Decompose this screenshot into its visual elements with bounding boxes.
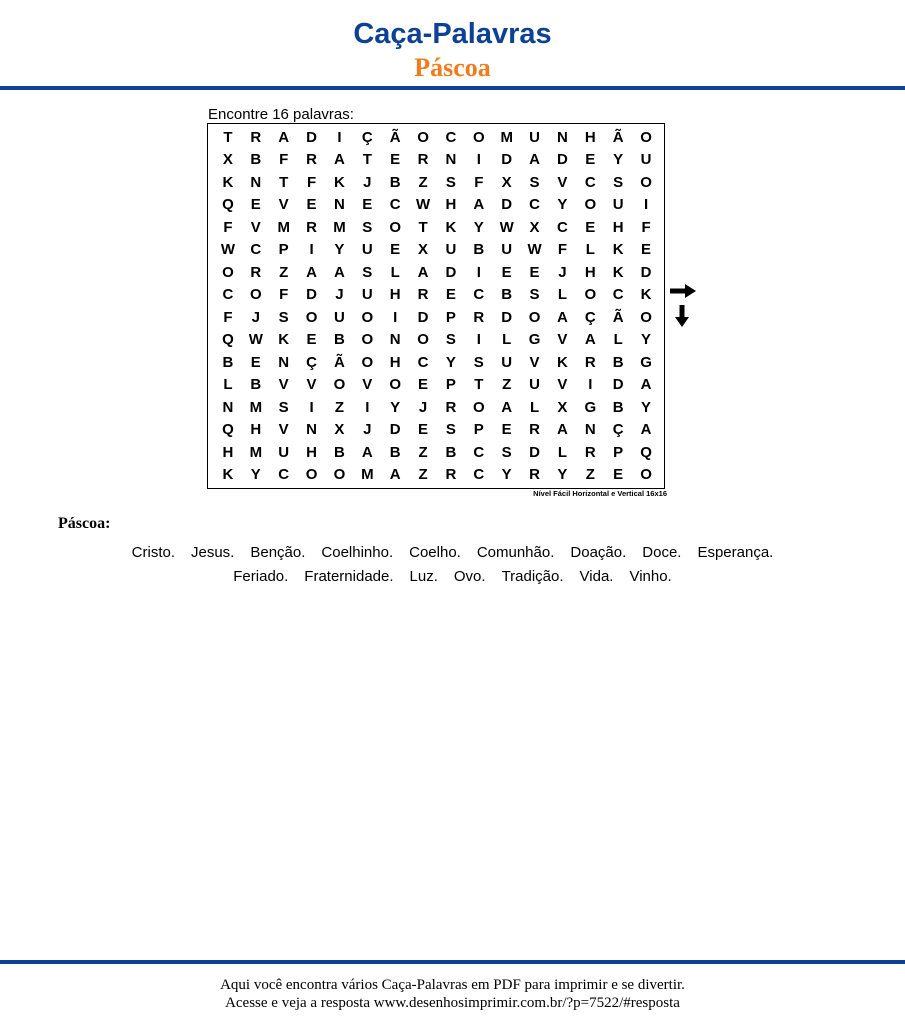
grid-cell: E <box>418 376 429 394</box>
grid-cell: Y <box>501 466 512 484</box>
grid-cell: O <box>361 331 374 349</box>
grid-cell: E <box>529 263 540 281</box>
grid-cell: R <box>529 421 540 439</box>
grid-cell: V <box>362 376 373 394</box>
grid-cell: R <box>417 151 429 169</box>
grid-cell: H <box>389 353 401 371</box>
grid-cell: R <box>445 466 457 484</box>
grid-cell: P <box>473 421 484 439</box>
grid-cell: I <box>309 398 314 416</box>
grid-cell: O <box>305 466 318 484</box>
grid-cell: R <box>250 263 262 281</box>
grid-cell: G <box>584 398 597 416</box>
grid-cell: Ç <box>306 353 317 371</box>
grid-cell: I <box>588 376 593 394</box>
grid-cell: U <box>278 443 290 461</box>
grid-cell: Q <box>640 443 652 461</box>
grid-cell: B <box>445 443 457 461</box>
grid-cell: C <box>473 466 485 484</box>
grid-cell: G <box>528 331 541 349</box>
grid-cell: D <box>445 263 457 281</box>
grid-cell: I <box>643 196 649 214</box>
grid-cell: B <box>473 241 485 259</box>
grid-cell: I <box>476 151 481 169</box>
grid-cell: C <box>557 218 568 236</box>
grid-cell: H <box>584 263 596 281</box>
grid-cell: U <box>529 128 540 146</box>
grid-cell: L <box>223 376 233 394</box>
word-list-item: Comunhão. <box>476 544 555 561</box>
grid-cell: D <box>306 286 317 304</box>
footer-text: Aqui você encontra vários Caça-Palavras em PDF para imprimir e se divertir. <box>220 977 685 993</box>
word-list-item: Cristo. <box>131 544 175 561</box>
grid-cell: V <box>557 376 568 394</box>
grid-cell: H <box>445 196 457 214</box>
grid-cell: K <box>278 331 290 349</box>
grid-cell: A <box>557 308 568 326</box>
grid-cell: H <box>222 443 234 461</box>
header-divider <box>0 86 905 90</box>
grid-cell: Q <box>222 196 234 214</box>
grid-cell: A <box>278 128 290 146</box>
word-list-item: Coelho. <box>409 544 461 561</box>
grid-cell: Ç <box>361 128 373 146</box>
grid-cell: V <box>250 218 261 236</box>
grid-cell: S <box>445 173 456 191</box>
grid-cell: H <box>584 128 596 146</box>
footer-link-text: Acesse e veja a resposta www.desenhosimprimir.com.br/?p=7522/#resposta <box>225 995 680 1011</box>
grid-cell: D <box>389 421 401 439</box>
grid-cell: Y <box>641 398 652 416</box>
grid-cell: Q <box>222 331 234 349</box>
grid-cell: T <box>474 376 484 394</box>
grid-cell: E <box>306 331 317 349</box>
word-list-item: Vida. <box>579 568 614 585</box>
grid-cell: K <box>222 466 234 484</box>
grid-cell: E <box>418 421 429 439</box>
grid-cell: N <box>445 151 457 169</box>
grid-cell: B <box>612 398 624 416</box>
grid-cell: S <box>445 331 456 349</box>
grid-cell: H <box>389 286 401 304</box>
grid-cell: O <box>249 286 262 304</box>
grid-cell: Ã <box>389 128 401 146</box>
grid-cell: N <box>334 196 345 214</box>
grid-cell: P <box>613 443 624 461</box>
grid-cell: S <box>501 443 512 461</box>
word-list-heading: Páscoa: <box>58 515 111 532</box>
grid-cell: R <box>250 128 262 146</box>
grid-cell: L <box>585 241 595 259</box>
grid-cell: G <box>640 353 652 371</box>
grid-cell: H <box>612 218 624 236</box>
grid-cell: V <box>278 196 289 214</box>
word-list-item: Doce. <box>642 544 682 561</box>
grid-cell: O <box>528 308 541 326</box>
grid-cell: V <box>557 173 568 191</box>
grid-cell: S <box>529 286 540 304</box>
word-list <box>20 541 885 589</box>
grid-cell: E <box>501 263 512 281</box>
grid-cell: B <box>389 443 401 461</box>
grid-cell: X <box>557 398 568 416</box>
grid-cell: W <box>220 241 236 259</box>
grid-cell: A <box>640 421 652 439</box>
grid-cell: R <box>306 218 317 236</box>
grid-cell: Ç <box>584 308 596 326</box>
grid-cell: I <box>309 241 314 259</box>
grid-cell: Y <box>473 218 484 236</box>
grid-cell: O <box>333 466 346 484</box>
grid-cell: C <box>584 173 596 191</box>
grid-cell: D <box>417 308 429 326</box>
grid-cell: I <box>476 263 481 281</box>
grid-cell: H <box>306 443 317 461</box>
grid-cell: Z <box>418 173 428 191</box>
grid-cell: O <box>584 196 597 214</box>
grid-cell: K <box>222 173 234 191</box>
puzzle-level-label: Nível Fácil Horizontal e Vertical 16x16 <box>533 489 667 498</box>
grid-cell: A <box>529 151 540 169</box>
grid-cell: W <box>415 196 431 214</box>
grid-cell: V <box>306 376 317 394</box>
grid-cell: P <box>445 376 456 394</box>
grid-cell: E <box>585 218 596 236</box>
grid-cell: Z <box>585 466 595 484</box>
grid-cell: X <box>334 421 345 439</box>
grid-cell: W <box>527 241 542 259</box>
grid-cell: H <box>250 421 262 439</box>
grid-cell: Ã <box>334 353 345 371</box>
grid-cell: R <box>584 443 596 461</box>
grid-cell: L <box>529 398 540 416</box>
grid-cell: A <box>361 443 373 461</box>
grid-cell: M <box>249 443 263 461</box>
grid-cell: X <box>418 241 429 259</box>
grid-cell: D <box>640 263 652 281</box>
grid-cell: Y <box>390 398 401 416</box>
grid-cell: S <box>445 421 456 439</box>
grid-cell: U <box>501 241 513 259</box>
word-list-item: Tradição. <box>501 568 564 585</box>
grid-cell: O <box>389 376 402 394</box>
grid-cell: K <box>557 353 568 371</box>
grid-cell: Y <box>557 196 568 214</box>
grid-cell: O <box>417 331 429 349</box>
grid-cell: E <box>445 286 456 304</box>
grid-cell: S <box>278 398 289 416</box>
grid-cell: A <box>334 151 345 169</box>
grid-cell: O <box>361 308 374 326</box>
grid-cell: O <box>640 173 652 191</box>
grid-cell: K <box>334 173 345 191</box>
grid-cell: O <box>584 286 597 304</box>
word-search-grid <box>207 123 665 489</box>
grid-cell: O <box>361 353 374 371</box>
grid-cell: A <box>557 421 568 439</box>
grid-cell: O <box>640 308 652 326</box>
word-list-item: Feriado. <box>233 568 289 585</box>
grid-cell: P <box>278 241 289 259</box>
grid-cell: D <box>306 128 317 146</box>
word-list-item: Benção. <box>250 544 306 561</box>
grid-cell: A <box>640 376 652 394</box>
word-list-item: Esperança. <box>697 544 774 561</box>
grid-cell: C <box>473 443 485 461</box>
grid-cell: E <box>250 196 261 214</box>
grid-cell: O <box>305 308 318 326</box>
grid-cell: J <box>558 263 567 281</box>
grid-cell: E <box>585 151 596 169</box>
grid-cell: W <box>248 331 263 349</box>
grid-cell: C <box>445 128 457 146</box>
grid-cell: F <box>223 308 233 326</box>
grid-cell: A <box>306 263 317 281</box>
grid-cell: X <box>501 173 512 191</box>
grid-cell: B <box>389 173 401 191</box>
grid-cell: J <box>363 421 372 439</box>
grid-cell: N <box>222 398 234 416</box>
grid-cell: O <box>472 128 485 146</box>
grid-cell: C <box>278 466 290 484</box>
grid-cell: D <box>557 151 568 169</box>
word-list-item: Jesus. <box>191 544 235 561</box>
grid-cell: L <box>502 331 512 349</box>
grid-cell: T <box>223 128 233 146</box>
grid-cell: L <box>390 263 400 281</box>
puzzle-instruction: Encontre 16 palavras: <box>208 106 354 123</box>
grid-cell: B <box>250 151 262 169</box>
grid-cell: C <box>417 353 429 371</box>
grid-cell: D <box>501 196 513 214</box>
grid-cell: U <box>501 353 513 371</box>
grid-cell: L <box>557 286 568 304</box>
grid-cell: E <box>613 466 624 484</box>
grid-cell: D <box>529 443 540 461</box>
grid-cell: X <box>529 218 540 236</box>
grid-cell: I <box>337 128 342 146</box>
grid-cell: S <box>613 173 624 191</box>
grid-cell: E <box>390 241 401 259</box>
grid-cell: J <box>335 286 344 304</box>
grid-cell: E <box>641 241 652 259</box>
grid-cell: F <box>306 173 317 191</box>
grid-cell: A <box>389 466 401 484</box>
grid-cell: Y <box>641 331 652 349</box>
grid-cell: W <box>499 218 514 236</box>
grid-cell: U <box>361 286 373 304</box>
grid-cell: Z <box>418 443 428 461</box>
arrow-right-icon <box>670 284 696 298</box>
grid-cell: M <box>500 128 513 146</box>
grid-cell: L <box>557 443 568 461</box>
grid-cell: M <box>277 218 290 236</box>
grid-cell: M <box>333 218 346 236</box>
grid-cell: B <box>334 331 345 349</box>
grid-cell: T <box>418 218 428 236</box>
grid-cell: O <box>389 218 402 236</box>
grid-cell: O <box>472 398 485 416</box>
grid-cell: A <box>417 263 429 281</box>
grid-cell: L <box>613 331 623 349</box>
grid-cell: K <box>445 218 457 236</box>
grid-cell: V <box>557 331 568 349</box>
grid-cell: N <box>557 128 568 146</box>
grid-cell: U <box>334 308 345 326</box>
grid-cell: B <box>222 353 234 371</box>
grid-cell: Y <box>445 353 456 371</box>
grid-cell: O <box>640 128 652 146</box>
grid-cell: R <box>584 353 596 371</box>
grid-cell: N <box>306 421 317 439</box>
grid-cell: Y <box>334 241 345 259</box>
page-subtitle: Páscoa <box>414 53 491 82</box>
grid-cell: K <box>612 241 624 259</box>
grid-cell: Z <box>279 263 289 281</box>
grid-cell: K <box>640 286 652 304</box>
grid-cell: T <box>362 151 372 169</box>
grid-cell: E <box>306 196 317 214</box>
grid-cell: U <box>445 241 457 259</box>
grid-cell: A <box>473 196 485 214</box>
word-list-line-2 <box>20 565 885 589</box>
grid-cell: F <box>641 218 651 236</box>
grid-cell: S <box>529 173 540 191</box>
grid-cell: D <box>612 376 624 394</box>
grid-cell: O <box>640 466 652 484</box>
grid-cell: F <box>279 151 289 169</box>
page-title: Caça-Palavras <box>353 18 552 50</box>
grid-cell: J <box>363 173 372 191</box>
grid-cell: D <box>501 308 513 326</box>
grid-cell: A <box>334 263 345 281</box>
word-list-line-1 <box>20 541 885 565</box>
grid-cell: I <box>393 308 398 326</box>
grid-cell: Ç <box>612 421 624 439</box>
grid-cell: C <box>473 286 485 304</box>
grid-cell: A <box>501 398 513 416</box>
grid-cell: V <box>529 353 540 371</box>
grid-cell: T <box>279 173 289 191</box>
word-list-item: Coelhinho. <box>321 544 394 561</box>
grid-cell: N <box>278 353 290 371</box>
grid-cell: E <box>250 353 261 371</box>
grid-cell: C <box>389 196 401 214</box>
grid-cell: Y <box>613 151 624 169</box>
grid-cell: E <box>501 421 512 439</box>
grid-cell: R <box>473 308 485 326</box>
grid-cell: I <box>476 331 481 349</box>
grid-cell: B <box>501 286 513 304</box>
grid-cell: N <box>584 421 596 439</box>
grid-cell: O <box>222 263 234 281</box>
grid-cell: O <box>417 128 429 146</box>
grid-cell: F <box>223 218 233 236</box>
grid-cell: R <box>306 151 317 169</box>
footer-divider <box>0 960 905 964</box>
grid-cell: F <box>279 286 289 304</box>
grid-cell: Z <box>334 398 345 416</box>
arrow-down-icon <box>675 305 689 327</box>
grid-cell: S <box>362 263 373 281</box>
grid-cell: V <box>278 421 289 439</box>
grid-cell: U <box>612 196 624 214</box>
grid-cell: C <box>612 286 624 304</box>
grid-cell: B <box>250 376 262 394</box>
grid-cell: Q <box>222 421 234 439</box>
grid-cell: M <box>249 398 263 416</box>
word-list-item: Ovo. <box>453 568 486 585</box>
word-list-item: Fraternidade. <box>304 568 394 585</box>
grid-cell: Y <box>557 466 568 484</box>
grid-cell: F <box>474 173 484 191</box>
grid-cell: E <box>362 196 373 214</box>
grid-cell: Ã <box>612 308 624 326</box>
grid-cell: S <box>473 353 484 371</box>
grid-cell: N <box>389 331 401 349</box>
grid-cell: Z <box>502 376 512 394</box>
grid-cell: I <box>365 398 370 416</box>
grid-cell: U <box>529 376 540 394</box>
grid-cell: M <box>361 466 374 484</box>
grid-cell: C <box>222 286 234 304</box>
grid-cell: J <box>251 308 260 326</box>
grid-cell: J <box>418 398 428 416</box>
grid-cell: R <box>445 398 457 416</box>
grid-cell: B <box>334 443 345 461</box>
grid-cell: R <box>529 466 540 484</box>
grid-cell: Z <box>418 466 428 484</box>
grid-cell: S <box>278 308 289 326</box>
grid-cell: U <box>361 241 373 259</box>
grid-cell: E <box>390 151 401 169</box>
grid-cell: A <box>584 331 596 349</box>
grid-cell: V <box>278 376 289 394</box>
grid-cell: O <box>333 376 346 394</box>
grid-cell: C <box>529 196 540 214</box>
grid-cell: N <box>250 173 262 191</box>
word-list-item: Vinho. <box>629 568 672 585</box>
grid-cell: X <box>222 151 233 169</box>
grid-cell: B <box>612 353 624 371</box>
grid-cell: F <box>557 241 568 259</box>
grid-cell: P <box>445 308 456 326</box>
grid-cell: Y <box>250 466 261 484</box>
grid-cell: K <box>612 263 624 281</box>
grid-cell: D <box>501 151 513 169</box>
grid-cell: Ã <box>612 128 624 146</box>
word-list-item: Doação. <box>570 544 627 561</box>
word-list-item: Luz. <box>409 568 438 585</box>
grid-cell: R <box>417 286 429 304</box>
grid-cell: S <box>362 218 373 236</box>
grid-cell: C <box>250 241 262 259</box>
grid-cell: U <box>640 151 652 169</box>
